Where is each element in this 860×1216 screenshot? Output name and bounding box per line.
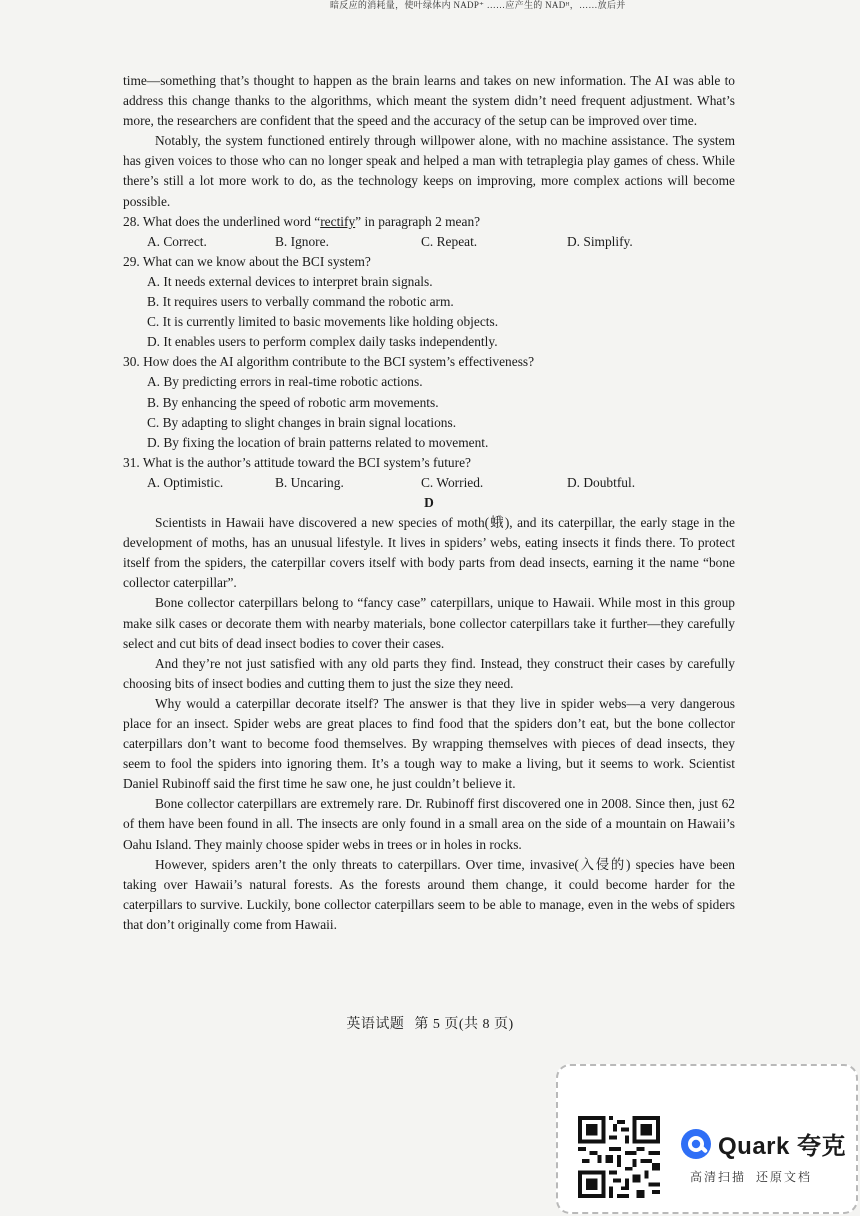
question-29-stem: 29. What can we know about the BCI system?	[123, 253, 371, 269]
quark-scan-badge[interactable]	[556, 1064, 858, 1214]
quark-brand-name: Quark 夸克	[718, 1133, 847, 1160]
quark-tagline: 高清扫描 还原文档	[690, 1170, 813, 1184]
section-d-label: D	[424, 494, 434, 510]
option-b: B. Uncaring.	[275, 474, 344, 490]
question-30-stem: 30. How does the AI algorithm contribute to the BCI system’s effectiveness?	[123, 354, 535, 370]
underlined-word: rectify	[320, 213, 356, 229]
question-31-options	[147, 473, 735, 493]
page-footer	[0, 1013, 860, 1033]
passage-d-paragraph: Why would a caterpillar decorate itself? The answer is that they live in spider webs—a very dangerous place for an insect. Spider webs are great places to find food that the spiders don’t eat, but the bone collector caterpillars don’t want to become food themselves. By wrapping themselves with pieces of dead insects, they seem to fool the spiders into ignoring them. It’s a tough way to make a living, but it seems to work. Scientist Daniel Rubinoff said the first time he saw one, he just couldn’t believe it.	[123, 695, 735, 792]
quark-brand	[680, 1126, 846, 1161]
qr-code-icon	[578, 1116, 660, 1198]
passage-c-paragraph: Notably, the system functioned entirely through willpower alone, with no machine assistance. The system has given voices to those who can no longer speak and helped a man with tetraplegia play games of chess. While there’s still a lot more work to do, as the technology keeps on improving, more complex actions will become possible.	[123, 133, 735, 209]
question-31-stem: 31. What is the author’s attitude toward the BCI system’s future?	[123, 454, 471, 470]
question-28-options	[147, 232, 735, 252]
question-28-stem: 28. What does the underlined word “rectify” in paragraph 2 mean?	[123, 213, 481, 229]
option-b: B. By enhancing the speed of robotic arm movements.	[147, 394, 439, 410]
option-c: C. Worried.	[421, 474, 484, 490]
option-c: C. Repeat.	[421, 233, 478, 249]
option-b: B. Ignore.	[275, 233, 329, 249]
option-a: A. Correct.	[147, 233, 207, 249]
option-a: A. It needs external devices to interpret brain signals.	[147, 273, 433, 289]
option-c: C. It is currently limited to basic movements like holding objects.	[147, 314, 499, 330]
header-strip: 暗反应的消耗量，使叶绿体内 NADP⁺ ……应产生的 NADᴴ，……放后并	[330, 0, 626, 10]
option-a: A. Optimistic.	[147, 474, 224, 490]
passage-d-paragraph: Scientists in Hawaii have discovered a new species of moth(蛾), and its caterpillar, the early stage in the development of moths, has an unusual lifestyle. It lives in spiders’ webs, eating insects it finds there. To protect itself from the spiders, the caterpillar covers itself with body parts from dead insects, earning it the name “bone collector caterpillar”.	[123, 515, 735, 591]
passage-c-paragraph: time—something that’s thought to happen as the brain learns and takes on new information. The AI was able to address this change thanks to the algorithms, which meant the system didn’t need frequent adjustment. What’s more, the researchers are confident that the speed and the accuracy of the setup can be improved over time.	[123, 73, 735, 129]
option-d: D. It enables users to perform complex daily tasks independently.	[147, 334, 498, 350]
option-a: A. By predicting errors in real-time robotic actions.	[147, 374, 423, 390]
option-b: B. It requires users to verbally command the robotic arm.	[147, 294, 454, 310]
passage-d-paragraph: Bone collector caterpillars are extremely rare. Dr. Rubinoff first discovered one in 2008. Since then, just 62 of them have been found in all. The insects are only found in a small area on the side of a mountain on Hawaii’s Oahu Island. They mainly choose spider webs in trees or in holes in rocks.	[123, 796, 735, 852]
option-d: D. Simplify.	[567, 233, 633, 249]
footer-subject: 英语试题	[346, 1017, 405, 1032]
passage-d-paragraph: Bone collector caterpillars belong to “fancy case” caterpillars, unique to Hawaii. While most in this group make silk cases or decorate them with nearby materials, bone collector caterpillars take it further—they carefully select and cut bits of dead insect bodies to cover their cases.	[123, 595, 735, 651]
option-d: D. By fixing the location of brain patterns related to movement.	[147, 434, 489, 450]
option-d: D. Doubtful.	[567, 474, 636, 490]
quark-logo-icon	[680, 1128, 712, 1160]
footer-page-number: 第 5 页(共 8 页)	[414, 1017, 514, 1032]
passage-d-paragraph: However, spiders aren’t the only threats to caterpillars. Over time, invasive(入侵的) species have been taking over Hawaii’s natural forests. As the forests around them change, it could become harder for the caterpillars to survive. Luckily, bone collector caterpillars seem to be able to manage, even in the webs of spiders that don’t originally come from Hawaii.	[123, 856, 735, 932]
exam-page-content	[123, 71, 735, 935]
option-c: C. By adapting to slight changes in brain signal locations.	[147, 414, 457, 430]
passage-d-paragraph: And they’re not just satisfied with any old parts they find. Instead, they construct their cases by carefully choosing bits of insect bodies and cutting them to just the size they need.	[123, 655, 735, 691]
